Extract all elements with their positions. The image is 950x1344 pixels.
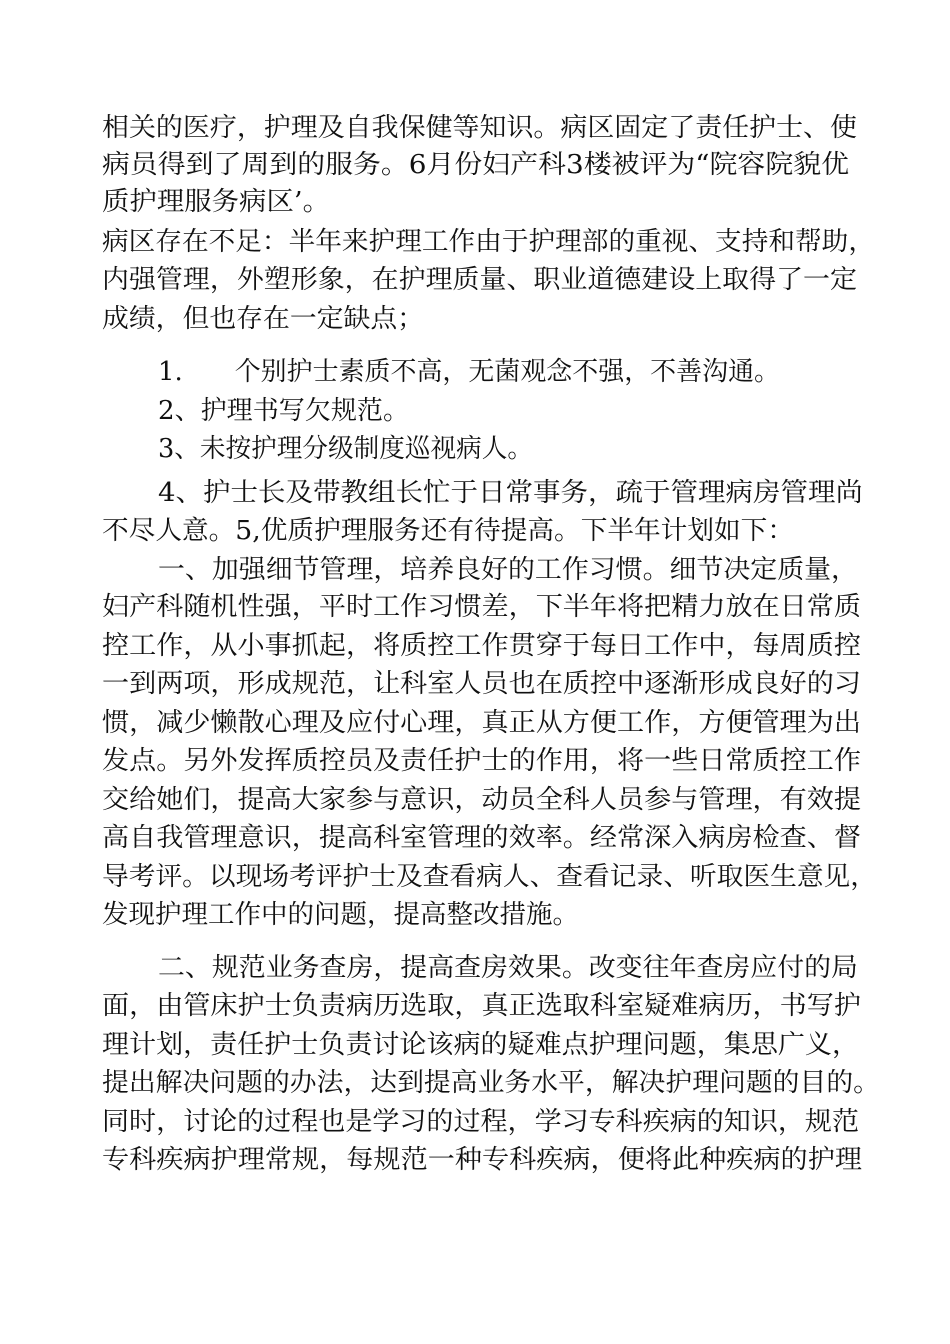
text-line-content: 面，由管床护士负责病历选取，真正选取科室疑难病历，书写护 (102, 991, 862, 1021)
text-line (102, 822, 862, 854)
text-line (102, 784, 862, 816)
list-item (158, 356, 781, 388)
text-line (102, 1106, 859, 1138)
text-line-content: 发现护理工作中的问题，提高整改措施。 (102, 900, 579, 930)
text-line-content: 4、护士长及带教组长忙于日常事务，疏于管理病房管理尚 (158, 478, 863, 508)
text-line (102, 226, 875, 258)
text-line-content: 提出解决问题的办法，达到提高业务水平，解决护理问题的目的。 (102, 1068, 880, 1098)
text-line (102, 1029, 859, 1061)
text-line (158, 952, 858, 984)
text-line-content: 导考评。以现场考评护士及查看病人、查看记录、听取医生意见， (102, 862, 877, 892)
text-line-content: 专科疾病护理常规，每规范一种专科疾病，便将此种疾病的护理 (102, 1145, 862, 1175)
text-line-content: 二、规范业务查房，提高查房效果。改变往年查房应付的局 (158, 953, 858, 983)
text-line (102, 1067, 880, 1099)
text-line-content: 内强管理，外塑形象，在护理质量、职业道德建设上取得了一定 (102, 265, 857, 295)
text-line (102, 112, 857, 144)
text-line-content: 不尽人意。5,优质护理服务还有待提高。下半年计划如下： (102, 516, 794, 546)
text-line-content: 理计划，责任护士负责讨论该病的疑难点护理问题，集思广义， (102, 1030, 859, 1060)
text-line (158, 554, 858, 586)
text-line-content: 一、加强细节管理，培养良好的工作习惯。细节决定质量， (158, 555, 858, 585)
text-line-content: 发点。另外发挥质控员及责任护士的作用，将一些日常质控工作 (102, 746, 862, 776)
text-line-content: 同时，讨论的过程也是学习的过程，学习专科疾病的知识，规范 (102, 1107, 859, 1137)
text-line-content: 相关的医疗，护理及自我保健等知识。病区固定了责任护士、使 (102, 113, 857, 143)
text-line (102, 303, 424, 335)
text-line (102, 264, 857, 296)
list-item (158, 433, 539, 465)
text-line-content: 质护理服务病区’。 (102, 187, 330, 217)
text-line-content: 成绩，但也存在一定缺点； (102, 304, 424, 334)
text-line-content: 控工作，从小事抓起，将质控工作贯穿于每日工作中，每周质控 (102, 631, 862, 661)
text-line (102, 861, 877, 893)
text-line (102, 1144, 862, 1176)
text-line (102, 630, 862, 662)
text-line-content: 高自我管理意识，提高科室管理的效率。经常深入病房检查、督 (102, 823, 862, 853)
text-line (102, 899, 579, 931)
text-line (102, 707, 862, 739)
text-line (102, 515, 794, 547)
text-line (102, 668, 862, 700)
text-line (102, 591, 862, 623)
text-line (102, 990, 862, 1022)
text-line-content: 惯，减少懒散心理及应付心理，真正从方便工作，方便管理为出 (102, 708, 862, 738)
text-line-content: 病员得到了周到的服务。6月份妇产科3楼被评为“院容院貌优 (102, 150, 849, 180)
text-line (102, 149, 849, 181)
text-line (102, 745, 862, 777)
text-line-content: 交给她们，提高大家参与意识，动员全科人员参与管理，有效提 (102, 785, 862, 815)
text-line-content: 2、护理书写欠规范。 (158, 396, 409, 426)
text-line-content: 妇产科随机性强，平时工作习惯差，下半年将把精力放在日常质 (102, 592, 862, 622)
list-item (158, 395, 409, 427)
list-item (158, 477, 863, 509)
text-line (102, 186, 330, 218)
text-line-content: 病区存在不足：半年来护理工作由于护理部的重视、支持和帮助， (102, 227, 875, 257)
text-line-content: 一到两项，形成规范，让科室人员也在质控中逐渐形成良好的习 (102, 669, 862, 699)
text-line-content: 1. 个别护士素质不高，无菌观念不强，不善沟通。 (158, 357, 780, 387)
text-line-content: 3、未按护理分级制度巡视病人。 (158, 434, 533, 464)
